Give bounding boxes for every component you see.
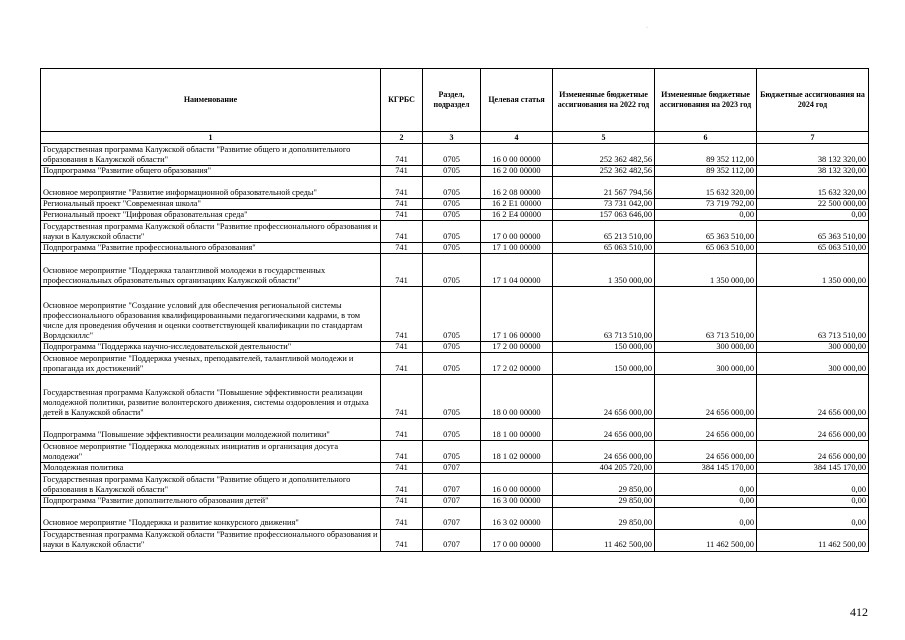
row-value-2023: 65 063 510,00	[655, 243, 757, 254]
table-row	[41, 243, 869, 254]
row-name: Государственная программа Калужской области "Развитие профессионального образования и науки в Калужской области"	[41, 529, 381, 551]
row-target: 18 1 02 00000	[481, 441, 553, 463]
row-section: 0705	[423, 375, 481, 419]
table-row	[41, 254, 869, 287]
row-kgrbs: 741	[381, 177, 423, 199]
row-section: 0705	[423, 342, 481, 353]
row-name: Государственная программа Калужской области "Развитие общего и дополнительного образования в Калужской области"	[41, 144, 381, 166]
row-kgrbs: 741	[381, 254, 423, 287]
row-section: 0705	[423, 441, 481, 463]
row-section: 0707	[423, 529, 481, 551]
row-value-2024: 22 500 000,00	[757, 199, 869, 210]
row-value-2024: 1 350 000,00	[757, 254, 869, 287]
row-name: Молодежная политика	[41, 463, 381, 474]
row-value-2023: 384 145 170,00	[655, 463, 757, 474]
row-kgrbs: 741	[381, 375, 423, 419]
row-value-2023: 15 632 320,00	[655, 177, 757, 199]
row-target: 16 2 08 00000	[481, 177, 553, 199]
column-number-row	[41, 132, 869, 144]
row-target: 17 2 02 00000	[481, 353, 553, 375]
table-row	[41, 342, 869, 353]
row-section: 0705	[423, 199, 481, 210]
row-kgrbs: 741	[381, 529, 423, 551]
row-section: 0707	[423, 474, 481, 496]
row-value-2023: 63 713 510,00	[655, 287, 757, 342]
row-section: 0705	[423, 144, 481, 166]
row-section: 0705	[423, 210, 481, 221]
row-section: 0705	[423, 353, 481, 375]
row-value-2024: 24 656 000,00	[757, 419, 869, 441]
row-name: Основное мероприятие "Поддержка ученых, преподавателей, талантливой молодежи и пропаганда их достижений"	[41, 353, 381, 375]
row-value-2022: 65 063 510,00	[553, 243, 655, 254]
row-section: 0707	[423, 496, 481, 507]
header-name: Наименование	[41, 69, 381, 132]
page-number: 412	[850, 605, 868, 619]
row-value-2024: 384 145 170,00	[757, 463, 869, 474]
row-section: 0705	[423, 166, 481, 177]
row-kgrbs: 741	[381, 463, 423, 474]
row-value-2022: 65 213 510,00	[553, 221, 655, 243]
table-row	[41, 496, 869, 507]
row-kgrbs: 741	[381, 243, 423, 254]
row-value-2024: 38 132 320,00	[757, 166, 869, 177]
row-value-2023: 89 352 112,00	[655, 144, 757, 166]
row-kgrbs: 741	[381, 221, 423, 243]
row-value-2024: 38 132 320,00	[757, 144, 869, 166]
table-row	[41, 463, 869, 474]
row-value-2024: 63 713 510,00	[757, 287, 869, 342]
table-row	[41, 529, 869, 551]
row-target: 17 2 00 00000	[481, 342, 553, 353]
row-value-2024: 300 000,00	[757, 353, 869, 375]
row-target: 16 2 00 00000	[481, 166, 553, 177]
row-name: Подпрограмма "Развитие общего образования"	[41, 166, 381, 177]
col-number: 6	[655, 132, 757, 144]
table-row	[41, 474, 869, 496]
row-value-2024: 24 656 000,00	[757, 375, 869, 419]
row-section: 0705	[423, 177, 481, 199]
row-kgrbs: 741	[381, 144, 423, 166]
col-number: 2	[381, 132, 423, 144]
row-name: Подпрограмма "Развитие дополнительного образования детей"	[41, 496, 381, 507]
row-target: 16 2 E4 00000	[481, 210, 553, 221]
row-target: 17 1 06 00000	[481, 287, 553, 342]
col-number: 5	[553, 132, 655, 144]
col-number: 3	[423, 132, 481, 144]
row-value-2024: 15 632 320,00	[757, 177, 869, 199]
row-target: 17 1 04 00000	[481, 254, 553, 287]
row-value-2023: 24 656 000,00	[655, 419, 757, 441]
table-row	[41, 221, 869, 243]
row-value-2022: 252 362 482,56	[553, 166, 655, 177]
table-row	[41, 177, 869, 199]
row-kgrbs: 741	[381, 199, 423, 210]
row-value-2024: 0,00	[757, 507, 869, 529]
table-row	[41, 144, 869, 166]
row-name: Региональный проект "Современная школа"	[41, 199, 381, 210]
header-2024: Бюджетные ассигнования на 2024 год	[757, 69, 869, 132]
header-row	[41, 69, 869, 132]
row-kgrbs: 741	[381, 419, 423, 441]
row-name: Подпрограмма "Развитие профессионального образования"	[41, 243, 381, 254]
row-value-2024: 11 462 500,00	[757, 529, 869, 551]
row-target: 17 0 00 00000	[481, 529, 553, 551]
row-value-2022: 24 656 000,00	[553, 419, 655, 441]
row-kgrbs: 741	[381, 287, 423, 342]
row-value-2024: 65 063 510,00	[757, 243, 869, 254]
row-target: 18 1 00 00000	[481, 419, 553, 441]
row-section: 0705	[423, 254, 481, 287]
row-name: Основное мероприятие "Развитие информационной образовательной среды"	[41, 177, 381, 199]
row-value-2023: 300 000,00	[655, 353, 757, 375]
table-row	[41, 419, 869, 441]
row-value-2022: 150 000,00	[553, 342, 655, 353]
header-target: Целевая статья	[481, 69, 553, 132]
row-name: Основное мероприятие "Поддержка талантливой молодежи в государственных профессиональных образовательных организациях Калужской области"	[41, 254, 381, 287]
table-row	[41, 287, 869, 342]
row-value-2022: 24 656 000,00	[553, 375, 655, 419]
row-target: 16 0 00 00000	[481, 144, 553, 166]
row-value-2023: 11 462 500,00	[655, 529, 757, 551]
row-value-2022: 63 713 510,00	[553, 287, 655, 342]
table-row	[41, 353, 869, 375]
row-section: 0705	[423, 287, 481, 342]
row-value-2022: 252 362 482,56	[553, 144, 655, 166]
row-name: Основное мероприятие "Поддержка и развитие конкурсного движения"	[41, 507, 381, 529]
row-value-2022: 1 350 000,00	[553, 254, 655, 287]
row-name: Государственная программа Калужской области "Развитие профессионального образования и науки в Калужской области"	[41, 221, 381, 243]
row-section: 0705	[423, 221, 481, 243]
row-value-2022: 29 850,00	[553, 507, 655, 529]
row-value-2022: 404 205 720,00	[553, 463, 655, 474]
row-value-2022: 157 063 646,00	[553, 210, 655, 221]
row-section: 0705	[423, 243, 481, 254]
table-row	[41, 375, 869, 419]
row-name: Подпрограмма "Повышение эффективности реализации молодежной политики"	[41, 419, 381, 441]
table-row	[41, 210, 869, 221]
row-kgrbs: 741	[381, 353, 423, 375]
row-kgrbs: 741	[381, 210, 423, 221]
row-value-2023: 89 352 112,00	[655, 166, 757, 177]
row-value-2023: 300 000,00	[655, 342, 757, 353]
row-value-2024: 300 000,00	[757, 342, 869, 353]
row-value-2024: 0,00	[757, 496, 869, 507]
row-value-2023: 0,00	[655, 210, 757, 221]
row-value-2023: 1 350 000,00	[655, 254, 757, 287]
row-value-2024: 0,00	[757, 210, 869, 221]
table-row	[41, 199, 869, 210]
row-name: Государственная программа Калужской области "Повышение эффективности реализации молодежной политики, развитие волонтерского движения, системы оздоровления и отдыха детей в Калужской области"	[41, 375, 381, 419]
row-value-2023: 24 656 000,00	[655, 375, 757, 419]
row-target: 17 1 00 00000	[481, 243, 553, 254]
row-target: 16 3 02 00000	[481, 507, 553, 529]
row-value-2022: 24 656 000,00	[553, 441, 655, 463]
row-section: 0707	[423, 463, 481, 474]
budget-table	[40, 68, 869, 552]
row-name: Подпрограмма "Поддержка научно-исследовательской деятельности"	[41, 342, 381, 353]
row-target: 17 0 00 00000	[481, 221, 553, 243]
row-value-2022: 73 731 042,00	[553, 199, 655, 210]
row-name: Основное мероприятие "Поддержка молодежных инициатив и организация досуга молодежи"	[41, 441, 381, 463]
row-kgrbs: 741	[381, 441, 423, 463]
row-value-2022: 11 462 500,00	[553, 529, 655, 551]
row-name: Государственная программа Калужской области "Развитие общего и дополнительного образования в Калужской области"	[41, 474, 381, 496]
row-kgrbs: 741	[381, 342, 423, 353]
row-section: 0705	[423, 419, 481, 441]
col-number: 1	[41, 132, 381, 144]
row-value-2023: 0,00	[655, 507, 757, 529]
row-target	[481, 463, 553, 474]
scan-speck: ·	[646, 25, 648, 31]
row-value-2022: 150 000,00	[553, 353, 655, 375]
row-value-2024: 0,00	[757, 474, 869, 496]
row-value-2024: 65 363 510,00	[757, 221, 869, 243]
header-kgrbs: КГРБС	[381, 69, 423, 132]
row-value-2023: 65 363 510,00	[655, 221, 757, 243]
table-row	[41, 507, 869, 529]
table-row	[41, 441, 869, 463]
header-section: Раздел, подраздел	[423, 69, 481, 132]
row-name: Основное мероприятие "Создание условий для обеспечения региональной системы профессионального образования квалифицированными педагогическими кадрами, в том числе для проведения обучения и оценки соответствующей квалификации по стандартам Ворлдскиллс"	[41, 287, 381, 342]
row-kgrbs: 741	[381, 507, 423, 529]
row-target: 16 3 00 00000	[481, 496, 553, 507]
row-value-2023: 0,00	[655, 474, 757, 496]
row-value-2023: 0,00	[655, 496, 757, 507]
row-value-2022: 21 567 794,56	[553, 177, 655, 199]
table-row	[41, 166, 869, 177]
row-kgrbs: 741	[381, 166, 423, 177]
row-value-2022: 29 850,00	[553, 474, 655, 496]
header-2023: Измененные бюджетные ассигнования на 2023 год	[655, 69, 757, 132]
row-value-2023: 24 656 000,00	[655, 441, 757, 463]
row-kgrbs: 741	[381, 474, 423, 496]
col-number: 7	[757, 132, 869, 144]
row-value-2023: 73 719 792,00	[655, 199, 757, 210]
header-2022: Измененные бюджетные ассигнования на 2022 год	[553, 69, 655, 132]
row-value-2022: 29 850,00	[553, 496, 655, 507]
col-number: 4	[481, 132, 553, 144]
row-target: 16 0 00 00000	[481, 474, 553, 496]
row-section: 0707	[423, 507, 481, 529]
row-name: Региональный проект "Цифровая образовательная среда"	[41, 210, 381, 221]
row-target: 18 0 00 00000	[481, 375, 553, 419]
row-target: 16 2 E1 00000	[481, 199, 553, 210]
row-kgrbs: 741	[381, 496, 423, 507]
row-value-2024: 24 656 000,00	[757, 441, 869, 463]
